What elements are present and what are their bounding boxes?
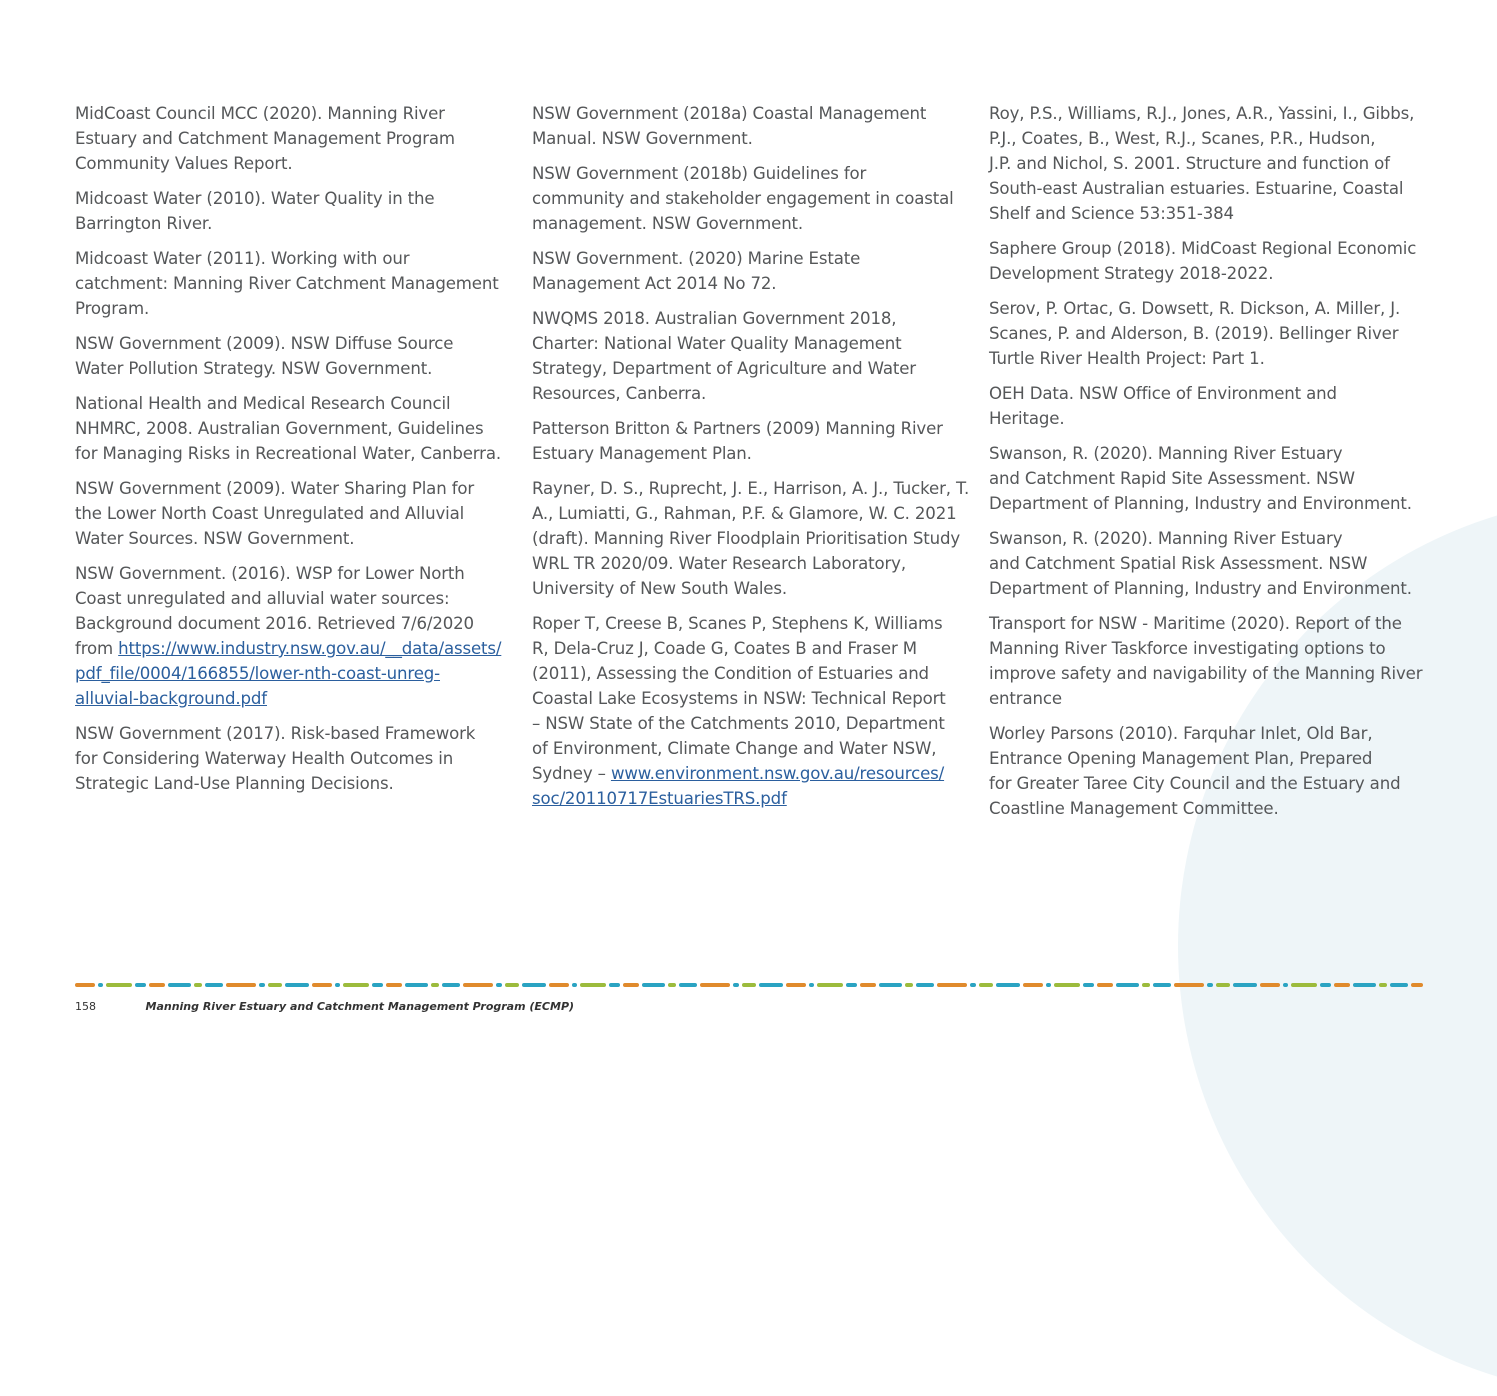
page-footer (75, 1000, 574, 1013)
rule-dash (1233, 983, 1257, 987)
reference-line: Transport for NSW - Maritime (2020). Report of the (989, 614, 1402, 633)
reference-entry (532, 246, 972, 296)
rule-dash (496, 983, 502, 987)
reference-line: NSW Government (2017). Risk-based Framework (75, 724, 476, 743)
rule-dash (996, 983, 1020, 987)
reference-line: A., Lumiatti, G., Rahman, P.F. & Glamore, W. C. 2021 (532, 504, 957, 523)
rule-dash (135, 983, 146, 987)
rule-dash (668, 983, 676, 987)
reference-line: and Catchment Spatial Risk Assessment. NSW (989, 554, 1368, 573)
reference-line: Development Strategy 2018-2022. (989, 264, 1274, 283)
rule-dash (733, 983, 739, 987)
rule-dash (205, 983, 223, 987)
rule-dash (522, 983, 546, 987)
reference-line: Coastal Lake Ecosystems in NSW: Technical Report (532, 689, 946, 708)
reference-entry (532, 306, 972, 406)
reference-line: Entrance Opening Management Plan, Prepared (989, 749, 1373, 768)
rule-dash (1390, 983, 1408, 987)
reference-line: Management Act 2014 No 72. (532, 274, 777, 293)
rule-dash (405, 983, 428, 987)
reference-line (75, 661, 515, 686)
reference-line: WRL TR 2020/09. Water Research Laboratory, (532, 554, 906, 573)
reference-line: Serov, P. Ortac, G. Dowsett, R. Dickson, A. Miller, J. (989, 299, 1401, 318)
reference-entry (532, 476, 972, 601)
rule-dash (1216, 983, 1230, 987)
reference-line: Coastline Management Committee. (989, 799, 1279, 818)
rule-dash (979, 983, 993, 987)
rule-dash (759, 983, 783, 987)
reference-entry (532, 161, 972, 236)
reference-line: (draft). Manning River Floodplain Prioritisation Study (532, 529, 961, 548)
reference-line: Strategic Land-Use Planning Decisions. (75, 774, 394, 793)
rule-dash (312, 983, 332, 987)
rule-dash (75, 983, 95, 987)
references-column-3 (989, 101, 1429, 831)
reference-line: Manning River Taskforce investigating options to (989, 639, 1386, 658)
reference-line: community and stakeholder engagement in coastal (532, 189, 954, 208)
rule-dash (1283, 983, 1288, 987)
reference-entry (75, 391, 515, 466)
rule-dash (285, 983, 309, 987)
reference-line: improve safety and navigability of the Manning River (989, 664, 1423, 683)
reference-line: Midcoast Water (2010). Water Quality in the (75, 189, 435, 208)
rule-dash (1379, 983, 1387, 987)
rule-dash (1291, 983, 1317, 987)
reference-line: – NSW State of the Catchments 2010, Department (532, 714, 945, 733)
reference-entry (989, 236, 1429, 286)
rule-dash (609, 983, 620, 987)
reference-line: R, Dela-Cruz J, Coade G, Coates B and Fraser M (532, 639, 917, 658)
rule-dash (786, 983, 806, 987)
rule-dash (1054, 983, 1080, 987)
footer-dashed-rule (75, 982, 1423, 988)
reference-line: the Lower North Coast Unregulated and Alluvial (75, 504, 465, 523)
rule-dash (1116, 983, 1139, 987)
reference-line: Heritage. (989, 409, 1065, 428)
rule-dash (549, 983, 569, 987)
rule-dash (572, 983, 577, 987)
link-prefix: Sydney – (532, 764, 611, 783)
reference-line: and Catchment Rapid Site Assessment. NSW (989, 469, 1355, 488)
reference-entry (532, 101, 972, 151)
rule-dash (505, 983, 519, 987)
reference-line: Manual. NSW Government. (532, 129, 753, 148)
reference-line: of Environment, Climate Change and Water NSW, (532, 739, 937, 758)
reference-line (532, 786, 972, 811)
reference-line: Water Sources. NSW Government. (75, 529, 355, 548)
reference-line: MidCoast Council MCC (2020). Manning River (75, 104, 445, 123)
rule-dash (916, 983, 934, 987)
reference-line: Community Values Report. (75, 154, 293, 173)
reference-entry (989, 441, 1429, 516)
reference-entry (989, 296, 1429, 371)
rule-dash (905, 983, 913, 987)
reference-line: J.P. and Nichol, S. 2001. Structure and function of (989, 154, 1390, 173)
reference-line: Shelf and Science 53:351-384 (989, 204, 1234, 223)
page-number: 158 (75, 1000, 96, 1013)
rule-dash (700, 983, 730, 987)
rule-dash (268, 983, 282, 987)
reference-entry (75, 476, 515, 551)
reference-line: Charter: National Water Quality Management (532, 334, 902, 353)
reference-line: Swanson, R. (2020). Manning River Estuary (989, 444, 1343, 463)
references-column-1 (75, 101, 515, 806)
reference-line: Resources, Canberra. (532, 384, 707, 403)
reference-entry (75, 331, 515, 381)
reference-entry (75, 246, 515, 321)
rule-dash (1353, 983, 1376, 987)
document-title: Manning River Estuary and Catchment Management Program (ECMP) (145, 1000, 575, 1013)
reference-line: catchment: Manning River Catchment Management (75, 274, 499, 293)
rule-dash (679, 983, 697, 987)
rule-dash (168, 983, 191, 987)
reference-entry (989, 101, 1429, 226)
reference-line: Swanson, R. (2020). Manning River Estuary (989, 529, 1343, 548)
reference-line: Midcoast Water (2011). Working with our (75, 249, 410, 268)
link-prefix: from (75, 639, 119, 658)
reference-line: University of New South Wales. (532, 579, 787, 598)
rule-dash (372, 983, 383, 987)
rule-dash (1207, 983, 1213, 987)
rule-dash (1097, 983, 1113, 987)
rule-dash (335, 983, 340, 987)
reference-line: NSW Government (2018b) Guidelines for (532, 164, 867, 183)
rule-dash (580, 983, 606, 987)
reference-line: Strategy, Department of Agriculture and Water (532, 359, 916, 378)
reference-line (532, 761, 972, 786)
reference-line: Saphere Group (2018). MidCoast Regional Economic (989, 239, 1417, 258)
reference-link[interactable]: soc/20110717EstuariesTRS.pdf (532, 789, 787, 808)
reference-line: for Managing Risks in Recreational Water, Canberra. (75, 444, 501, 463)
rule-dash (809, 983, 814, 987)
rule-dash (1334, 983, 1350, 987)
reference-line: Roy, P.S., Williams, R.J., Jones, A.R., Yassini, I., Gibbs, (989, 104, 1415, 123)
reference-line: NSW Government. (2020) Marine Estate (532, 249, 861, 268)
rule-dash (98, 983, 103, 987)
rule-dash (259, 983, 265, 987)
rule-dash (970, 983, 976, 987)
reference-line: Program. (75, 299, 150, 318)
reference-line: National Health and Medical Research Council (75, 394, 451, 413)
reference-line: OEH Data. NSW Office of Environment and (989, 384, 1337, 403)
rule-dash (1142, 983, 1150, 987)
rule-dash (1174, 983, 1204, 987)
reference-line: Barrington River. (75, 214, 213, 233)
reference-line: Rayner, D. S., Ruprecht, J. E., Harrison, A. J., Tucker, T. (532, 479, 970, 498)
reference-line: management. NSW Government. (532, 214, 804, 233)
reference-line: for Greater Taree City Council and the Estuary and (989, 774, 1401, 793)
reference-link[interactable]: alluvial-background.pdf (75, 689, 267, 708)
reference-line: Background document 2016. Retrieved 7/6/2020 (75, 614, 474, 633)
reference-entry (75, 721, 515, 796)
reference-entry (532, 416, 972, 466)
reference-line: Water Pollution Strategy. NSW Government. (75, 359, 433, 378)
rule-dash (1023, 983, 1043, 987)
reference-line: South-east Australian estuaries. Estuarine, Coastal (989, 179, 1404, 198)
reference-entry (989, 721, 1429, 821)
rule-dash (1320, 983, 1331, 987)
rule-dash (1046, 983, 1051, 987)
rule-dash (1260, 983, 1280, 987)
rule-dash (642, 983, 665, 987)
rule-dash (226, 983, 256, 987)
reference-link[interactable]: www.environment.nsw.gov.au/resources/ (610, 764, 945, 783)
reference-line: NSW Government (2009). NSW Diffuse Source (75, 334, 454, 353)
reference-line: Worley Parsons (2010). Farquhar Inlet, Old Bar, (989, 724, 1373, 743)
rule-dash (343, 983, 369, 987)
rule-dash (431, 983, 439, 987)
reference-line: NSW Government. (2016). WSP for Lower North (75, 564, 465, 583)
rule-dash (846, 983, 857, 987)
rule-dash (1153, 983, 1171, 987)
reference-entry (989, 611, 1429, 711)
reference-line (75, 636, 515, 661)
rule-dash (386, 983, 402, 987)
reference-line: NSW Government (2018a) Coastal Management (532, 104, 927, 123)
reference-line (75, 686, 515, 711)
reference-entry (75, 186, 515, 236)
rule-dash (106, 983, 132, 987)
reference-entry (75, 101, 515, 176)
rule-dash (1083, 983, 1094, 987)
reference-line: (2011), Assessing the Condition of Estuaries and (532, 664, 929, 683)
reference-line: Turtle River Health Project: Part 1. (989, 349, 1265, 368)
reference-entry (532, 611, 972, 811)
reference-line: NHMRC, 2008. Australian Government, Guidelines (75, 419, 484, 438)
reference-line: Patterson Britton & Partners (2009) Manning River (532, 419, 943, 438)
reference-line: NSW Government (2009). Water Sharing Plan for (75, 479, 475, 498)
rule-dash (442, 983, 460, 987)
reference-line: NWQMS 2018. Australian Government 2018, (532, 309, 897, 328)
rule-dash (879, 983, 902, 987)
rule-dash (149, 983, 165, 987)
rule-dash (860, 983, 876, 987)
rule-dash (463, 983, 493, 987)
rule-dash (623, 983, 639, 987)
reference-link[interactable]: https://www.industry.nsw.gov.au/__data/assets/ (118, 639, 502, 658)
rule-dash (937, 983, 967, 987)
reference-entry (75, 561, 515, 711)
reference-line: Department of Planning, Industry and Environment. (989, 494, 1412, 513)
rule-dash (194, 983, 202, 987)
references-column-2 (532, 101, 972, 821)
reference-line: Roper T, Creese B, Scanes P, Stephens K, Williams (532, 614, 943, 633)
reference-line: for Considering Waterway Health Outcomes in (75, 749, 454, 768)
rule-dash (1411, 983, 1423, 987)
reference-line: Estuary Management Plan. (532, 444, 752, 463)
reference-entry (989, 526, 1429, 601)
reference-line: Scanes, P. and Alderson, B. (2019). Bellinger River (989, 324, 1399, 343)
reference-entry (989, 381, 1429, 431)
rule-dash (742, 983, 756, 987)
reference-line: Coast unregulated and alluvial water sources: (75, 589, 450, 608)
reference-line: P.J., Coates, B., West, R.J., Scanes, P.R., Hudson, (989, 129, 1376, 148)
reference-line: Estuary and Catchment Management Program (75, 129, 455, 148)
rule-dash (817, 983, 843, 987)
reference-link[interactable]: pdf_file/0004/166855/lower-nth-coast-unreg- (75, 664, 440, 683)
reference-line: Department of Planning, Industry and Environment. (989, 579, 1412, 598)
reference-line: entrance (989, 689, 1062, 708)
